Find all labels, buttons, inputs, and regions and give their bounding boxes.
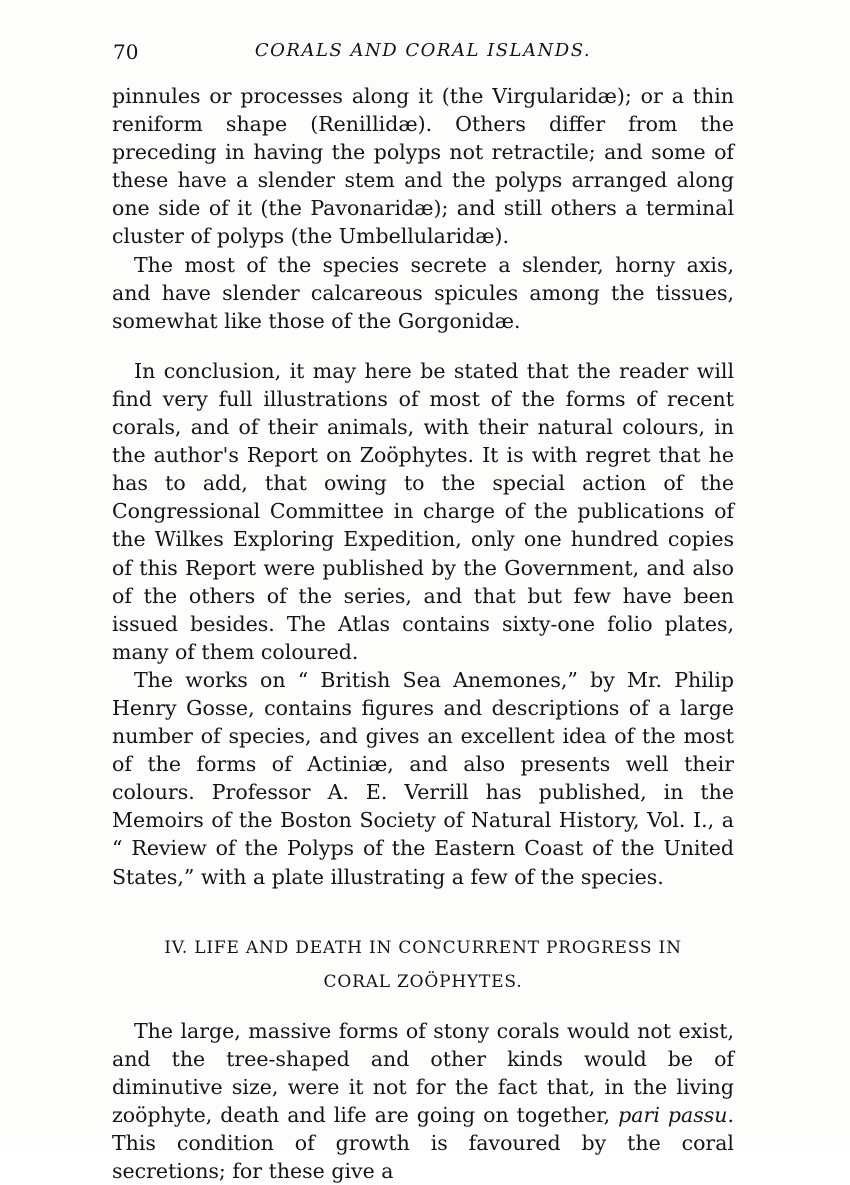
- section-heading: [112, 931, 734, 999]
- page-body: [112, 82, 734, 1185]
- paragraph-horny-axis: The most of the species secrete a slender, horny axis, and have slender calcareous spicules among the tissues, somewhat like those of the Gorgonidæ.: [112, 252, 734, 333]
- paragraph-works: The works on “ British Sea Anemones,” by Mr. Philip Henry Gosse, contains figures and descriptions of a large number of species, and gives an excellent idea of the most of the forms of Actiniæ, and also presents well their colours. Professor A. E. Verrill has published, in the Memoirs of the Boston Society of Natural History, Vol. I., a “ Review of the Polyps of the Eastern Coast of the United States,” with a plate illustrating a few of the species.: [112, 667, 734, 889]
- paragraph-conclusion: In conclusion, it may here be stated that the reader will find very full illustrations of most of the forms of recent corals, and of their animals, with their natural colours, in the author's Report on Zoöphytes. It is with regret that he has to add, that owing to the special action of the Congressional Committee in charge of the publications of the Wilkes Exploring Expedition, only one hundred copies of this Report were published by the Government, and also of the others of the series, and that but few have been issued besides. The Atlas contains sixty-one folio plates, many of them coloured.: [112, 358, 734, 664]
- paragraph-life-and-death: [112, 1017, 734, 1185]
- running-title: CORALS AND CORAL ISLANDS.: [254, 40, 592, 61]
- paragraph-life-and-death-text: The large, massive forms of stony corals would not exist, and the tree-shaped and other kinds would be of diminutive size, were it not for the fact that, in the living zoöphyte, death and life are going on together,: [112, 1018, 734, 1127]
- section-heading-line2: CORAL ZOÖPHYTES.: [323, 971, 523, 992]
- section-heading-line1: IV. LIFE AND DEATH IN CONCURRENT PROGRESS IN: [164, 937, 682, 958]
- paragraph-continued: pinnules or processes along it (the Virgularidæ); or a thin reniform shape (Renillidæ). Others differ from the preceding in having the polyps not retractile; and some of these have a slender stem and the polyps arranged along one side of it (the Pavonaridæ); and still others a terminal cluster of polyps (the Umbellularidæ).: [112, 84, 734, 249]
- page-number: 70: [113, 40, 139, 64]
- running-head: [113, 40, 733, 66]
- italic-phrase: pari passu.: [618, 1102, 734, 1127]
- paragraph-life-and-death-tail: This condition of growth is favoured by the coral secretions; for these give a: [112, 1131, 734, 1184]
